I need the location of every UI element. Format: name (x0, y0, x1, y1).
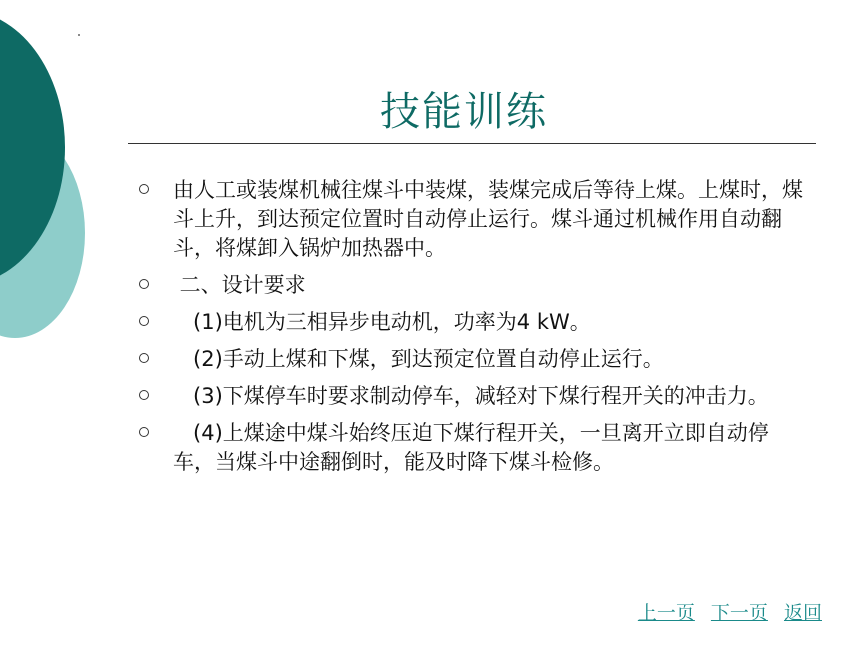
list-item-text: (4)上煤途中煤斗始终压迫下煤行程开关，一旦离开立即自动停车，当煤斗中途翻倒时，能及时降下煤斗检修。 (173, 421, 769, 474)
list-item (135, 345, 805, 374)
bullet-icon (139, 353, 149, 363)
back-link[interactable]: 返回 (783, 602, 822, 624)
list-item-text: 由人工或装煤机械往煤斗中装煤，装煤完成后等待上煤。上煤时，煤斗上升，到达预定位置时自动停止运行。煤斗通过机械作用自动翻斗，将煤卸入锅炉加热器中。 (173, 178, 803, 260)
bullet-icon (139, 279, 149, 289)
list-item (135, 419, 805, 477)
list-item-text: (1)电机为三相异步电动机，功率为4 kW。 (173, 310, 591, 334)
bullet-icon (139, 390, 149, 400)
title-divider (128, 143, 816, 144)
next-page-link[interactable]: 下一页 (710, 602, 768, 624)
list-item-text: (2)手动上煤和下煤，到达预定位置自动停止运行。 (173, 347, 664, 371)
page-navigation (628, 598, 822, 625)
slide-title: 技能训练 (380, 89, 548, 135)
list-item (135, 308, 805, 337)
list-item-text: (3)下煤停车时要求制动停车，减轻对下煤行程开关的冲击力。 (173, 384, 769, 408)
bullet-icon (139, 427, 149, 437)
bullet-list (135, 176, 805, 485)
decorative-dot (78, 34, 80, 36)
list-item (135, 382, 805, 411)
prev-page-link[interactable]: 上一页 (637, 602, 695, 624)
list-item (135, 176, 805, 263)
list-item-text: 二、设计要求 (173, 273, 306, 297)
bullet-icon (139, 316, 149, 326)
bullet-icon (139, 184, 149, 194)
list-item (135, 271, 805, 300)
